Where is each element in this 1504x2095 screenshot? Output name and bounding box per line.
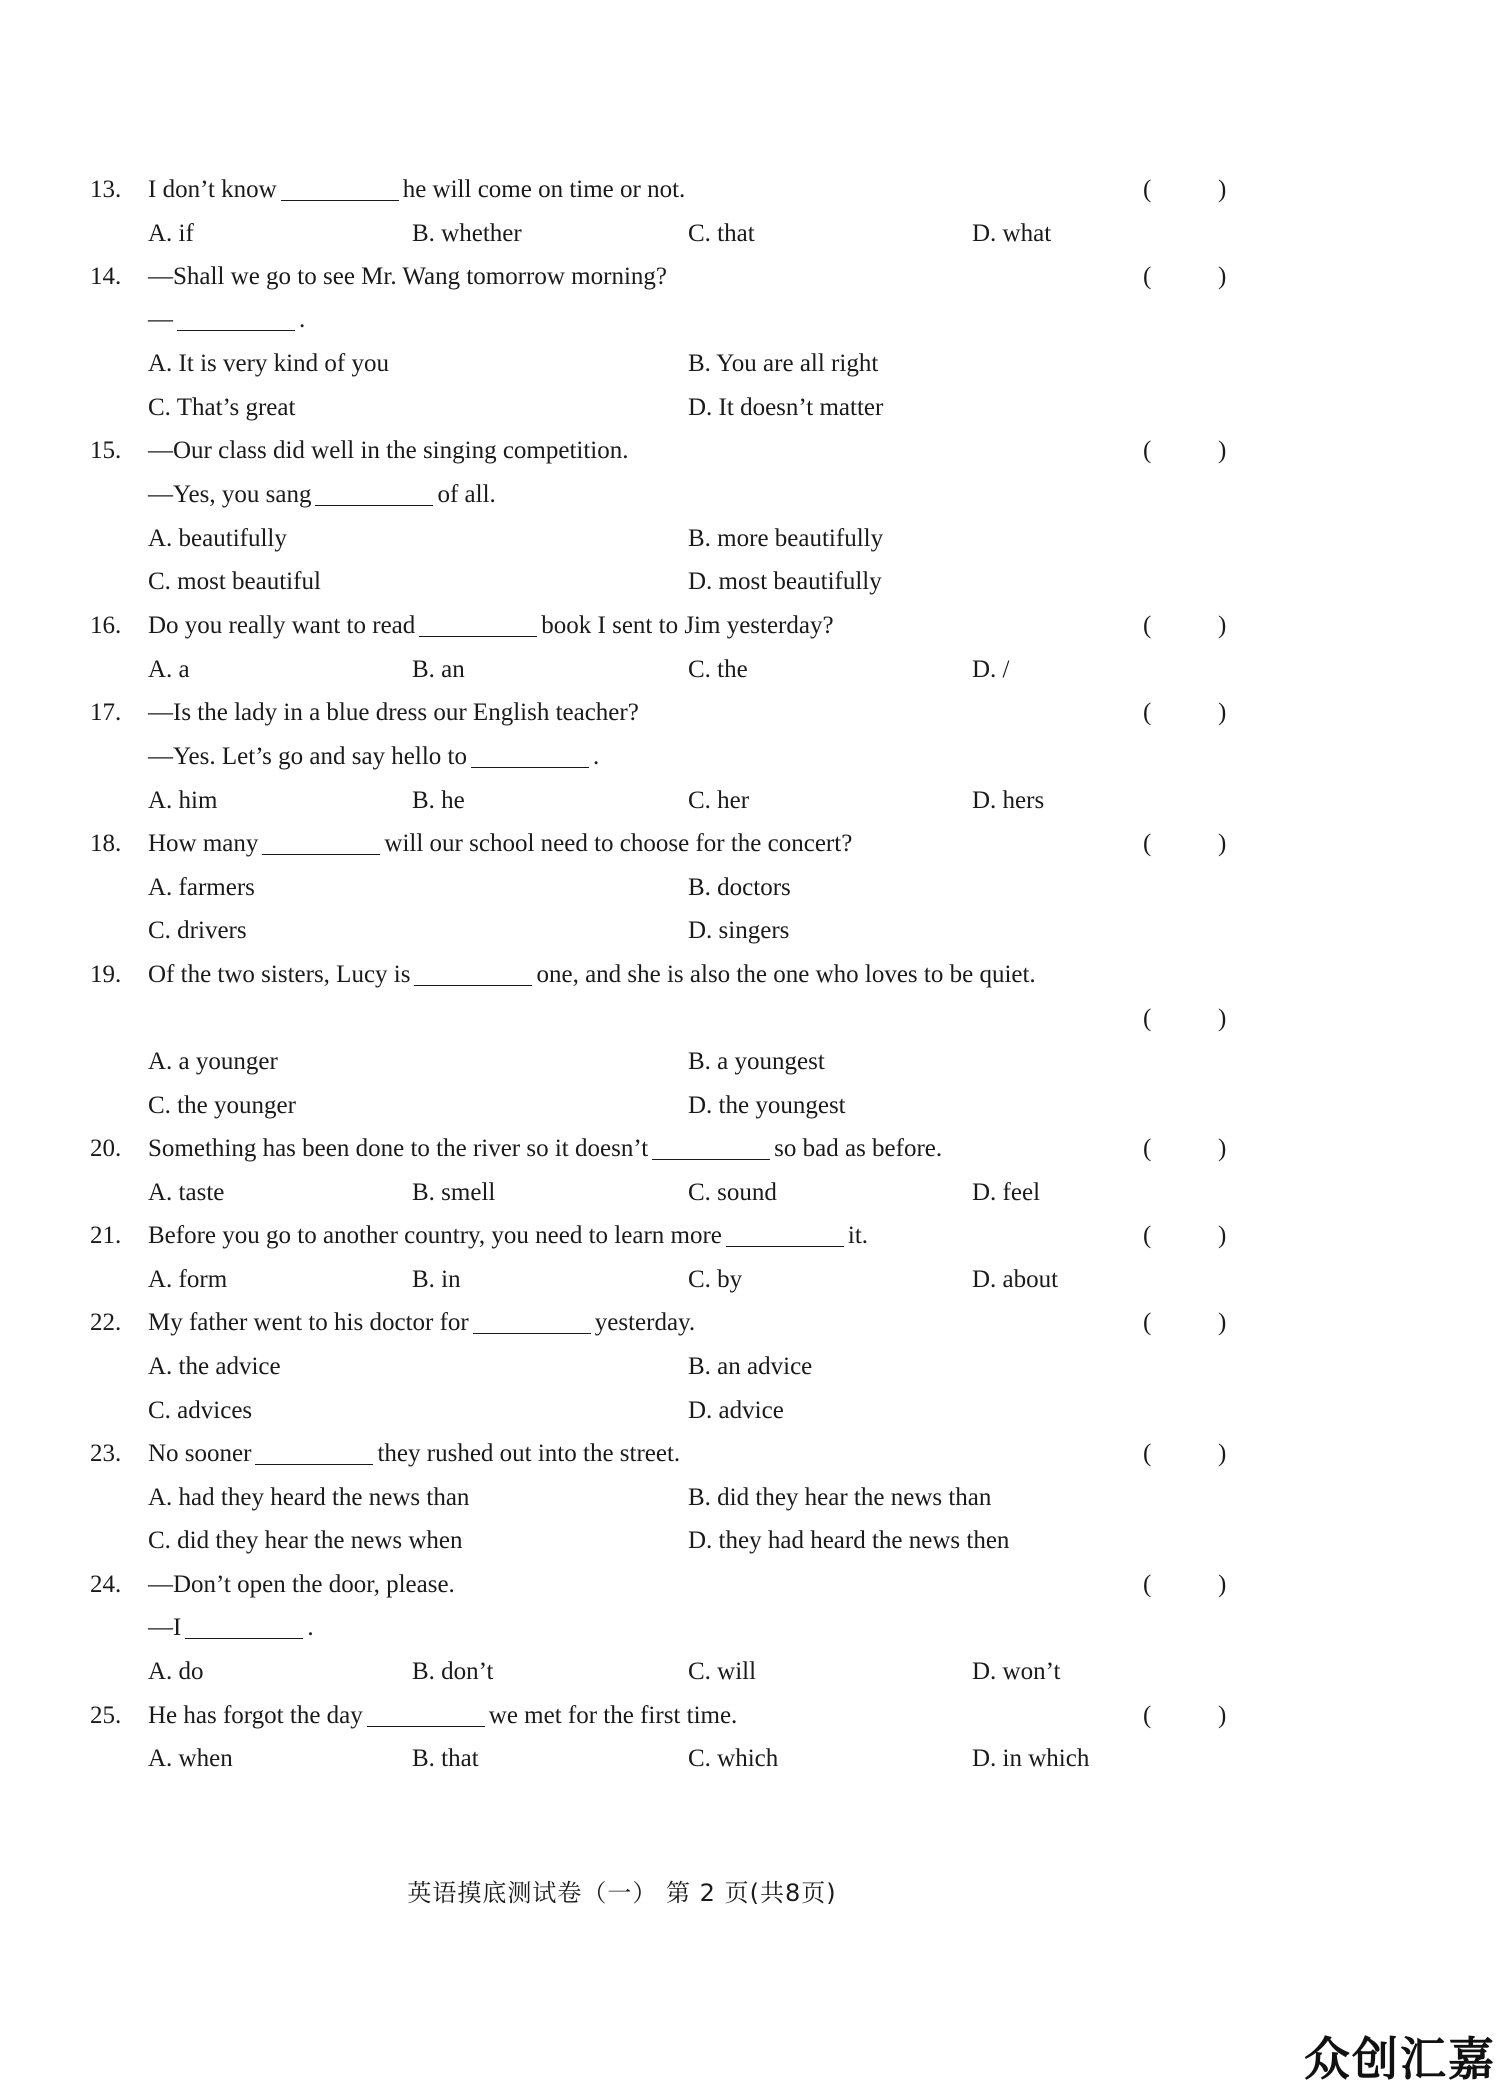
question-number: 16. (90, 612, 122, 639)
question-number: 21. (90, 1222, 122, 1249)
answer-blank (255, 1463, 373, 1465)
answer-paren-open: ( (1143, 1222, 1152, 1249)
option-a: A. taste (148, 1179, 225, 1206)
question-stem: —Don’t open the door, please. (148, 1571, 455, 1598)
answer-paren-close: ) (1218, 263, 1227, 290)
options-row (0, 216, 1504, 252)
option-c: C. sound (688, 1179, 777, 1206)
question-stem: Before you go to another country, you need to learn more it. (148, 1222, 869, 1249)
option-b: B. he (412, 787, 465, 814)
question-20 (0, 1131, 1504, 1167)
option-a: A. a younger (148, 1048, 278, 1075)
answer-paren-row (0, 1001, 1504, 1037)
question-stem: My father went to his doctor for yesterday. (148, 1309, 696, 1336)
option-b: B. smell (412, 1179, 496, 1206)
answer-paren-close: ) (1218, 1702, 1227, 1729)
option-d: D. advice (688, 1397, 784, 1424)
option-d: D. what (972, 220, 1052, 247)
option-d: D. most beautifully (688, 568, 882, 595)
answer-paren-close: ) (1218, 1571, 1227, 1598)
question-stem: Do you really want to read book I sent to Jim yesterday? (148, 612, 834, 639)
question-23 (0, 1436, 1504, 1472)
answer-paren-close: ) (1218, 830, 1227, 857)
options-row (0, 390, 1504, 426)
answer-blank (367, 1725, 485, 1727)
option-a: A. farmers (148, 874, 255, 901)
question-24 (0, 1567, 1504, 1603)
question-21 (0, 1218, 1504, 1254)
answer-paren-close: ) (1218, 1135, 1227, 1162)
answer-paren-open: ( (1143, 1309, 1152, 1336)
option-b: B. more beautifully (688, 525, 884, 552)
question-number: 18. (90, 830, 122, 857)
option-d: D. about (972, 1266, 1059, 1293)
question-stem: Of the two sisters, Lucy is one, and she is also the one who loves to be quiet. (148, 961, 1036, 988)
option-a: A. It is very kind of you (148, 350, 389, 377)
question-18 (0, 826, 1504, 862)
answer-paren-open: ( (1143, 699, 1152, 726)
answer-blank (281, 199, 399, 201)
option-d: D. feel (972, 1179, 1041, 1206)
option-c: C. her (688, 787, 750, 814)
option-b: B. did they hear the news than (688, 1484, 992, 1511)
question-15 (0, 433, 1504, 469)
answer-paren-open: ( (1143, 176, 1152, 203)
option-a: A. the advice (148, 1353, 281, 1380)
answer-paren-open: ( (1143, 437, 1152, 464)
option-c: C. most beautiful (148, 568, 321, 595)
answer-paren-open: ( (1143, 1135, 1152, 1162)
options-row (0, 783, 1504, 819)
option-d: D. won’t (972, 1658, 1061, 1685)
option-c: C. drivers (148, 917, 247, 944)
question-number: 23. (90, 1440, 122, 1467)
answer-blank (262, 853, 380, 855)
options-row (0, 913, 1504, 949)
option-c: C. did they hear the news when (148, 1527, 463, 1554)
question-number: 22. (90, 1309, 122, 1336)
answer-paren-close: ) (1218, 1005, 1227, 1032)
answer-paren-close: ) (1218, 699, 1227, 726)
option-d: D. the youngest (688, 1092, 846, 1119)
answer-paren-close: ) (1218, 437, 1227, 464)
question-14 (0, 259, 1504, 295)
answer-blank (185, 1637, 303, 1639)
options-row (0, 1088, 1504, 1124)
question-16 (0, 608, 1504, 644)
page-footer: 英语摸底测试卷（一） 第 2 页(共8页) (407, 1879, 837, 1907)
question-number: 19. (90, 961, 122, 988)
answer-blank (726, 1245, 844, 1247)
question-response-line: —Yes, you sang of all. (148, 481, 496, 508)
option-c: C. the (688, 656, 748, 683)
option-b: B. that (412, 1745, 479, 1772)
answer-blank (177, 329, 295, 331)
options-row (0, 564, 1504, 600)
option-a: A. beautifully (148, 525, 287, 552)
option-b: B. a youngest (688, 1048, 825, 1075)
answer-paren-open: ( (1143, 1702, 1152, 1729)
option-c: C. by (688, 1266, 743, 1293)
option-d: D. singers (688, 917, 790, 944)
option-b: B. an advice (688, 1353, 813, 1380)
question-number: 24. (90, 1571, 122, 1598)
options-row (0, 346, 1504, 382)
options-row (0, 870, 1504, 906)
option-c: C. that (688, 220, 755, 247)
option-d: D. hers (972, 787, 1045, 814)
question-number: 17. (90, 699, 122, 726)
question-stem: I don’t know he will come on time or not. (148, 176, 686, 203)
answer-blank (414, 984, 532, 986)
question-stem: He has forgot the day we met for the first time. (148, 1702, 738, 1729)
answer-paren-open: ( (1143, 830, 1152, 857)
option-c: C. advices (148, 1397, 253, 1424)
answer-blank (471, 766, 589, 768)
question-number: 15. (90, 437, 122, 464)
option-b: B. whether (412, 220, 522, 247)
option-b: B. don’t (412, 1658, 494, 1685)
question-stem: How many will our school need to choose for the concert? (148, 830, 853, 857)
answer-blank (419, 635, 537, 637)
question-stem: —Our class did well in the singing competition. (148, 437, 629, 464)
option-a: A. had they heard the news than (148, 1484, 470, 1511)
option-a: A. a (148, 656, 190, 683)
answer-paren-close: ) (1218, 612, 1227, 639)
option-a: A. do (148, 1658, 204, 1685)
question-stem: Something has been done to the river so it doesn’t so bad as before. (148, 1135, 943, 1162)
options-row (0, 1654, 1504, 1690)
answer-paren-open: ( (1143, 263, 1152, 290)
options-row (0, 521, 1504, 557)
question-stem: —Shall we go to see Mr. Wang tomorrow morning? (148, 263, 667, 290)
question-number: 20. (90, 1135, 122, 1162)
answer-blank (473, 1332, 591, 1334)
question-13 (0, 172, 1504, 208)
question-stem: —Is the lady in a blue dress our English teacher? (148, 699, 639, 726)
option-a: A. form (148, 1266, 228, 1293)
option-c: C. which (688, 1745, 779, 1772)
question-response-line: —I . (148, 1614, 314, 1641)
question-19 (0, 957, 1504, 993)
answer-paren-open: ( (1143, 1571, 1152, 1598)
answer-paren-open: ( (1143, 612, 1152, 639)
option-c: C. will (688, 1658, 757, 1685)
answer-blank (315, 504, 433, 506)
options-row (0, 1044, 1504, 1080)
answer-paren-open: ( (1143, 1440, 1152, 1467)
option-a: A. if (148, 220, 194, 247)
options-row (0, 652, 1504, 688)
answer-paren-open: ( (1143, 1005, 1152, 1032)
option-b: B. doctors (688, 874, 791, 901)
answer-blank (652, 1158, 770, 1160)
question-number: 14. (90, 263, 122, 290)
question-17 (0, 695, 1504, 731)
answer-paren-close: ) (1218, 1440, 1227, 1467)
option-b: B. an (412, 656, 465, 683)
option-a: A. when (148, 1745, 233, 1772)
options-row (0, 1349, 1504, 1385)
option-a: A. him (148, 787, 218, 814)
option-d: D. / (972, 656, 1010, 683)
question-response-line: — . (148, 306, 306, 333)
question-number: 13. (90, 176, 122, 203)
option-d: D. in which (972, 1745, 1090, 1772)
watermark-logo: 众创汇嘉 (1304, 2032, 1496, 2086)
question-response-line: —Yes. Let’s go and say hello to . (148, 743, 600, 770)
answer-paren-close: ) (1218, 176, 1227, 203)
option-c: C. the younger (148, 1092, 296, 1119)
question-number: 25. (90, 1702, 122, 1729)
option-d: D. they had heard the news then (688, 1527, 1010, 1554)
option-b: B. in (412, 1266, 461, 1293)
question-22 (0, 1305, 1504, 1341)
question-stem: No sooner they rushed out into the street. (148, 1440, 681, 1467)
options-row (0, 1480, 1504, 1516)
answer-paren-close: ) (1218, 1222, 1227, 1249)
option-b: B. You are all right (688, 350, 879, 377)
answer-paren-close: ) (1218, 1309, 1227, 1336)
options-row (0, 1523, 1504, 1559)
options-row (0, 1262, 1504, 1298)
options-row (0, 1741, 1504, 1777)
option-d: D. It doesn’t matter (688, 394, 884, 421)
question-25 (0, 1698, 1504, 1734)
options-row (0, 1393, 1504, 1429)
options-row (0, 1175, 1504, 1211)
option-c: C. That’s great (148, 394, 296, 421)
